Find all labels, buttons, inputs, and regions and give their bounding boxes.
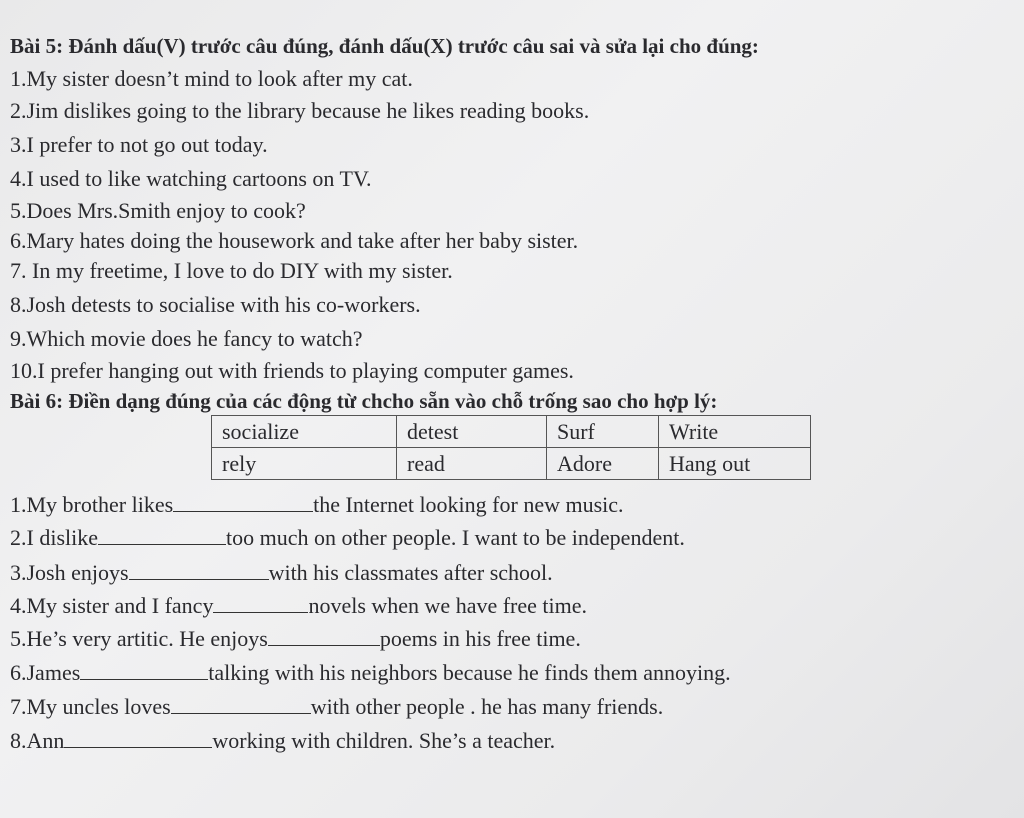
exercise-5-item-8: 8.Josh detests to socialise with his co-workers.	[10, 292, 421, 317]
exercise-6-item-7	[10, 694, 663, 720]
answer-blank[interactable]	[80, 661, 208, 680]
sentence-end: with his classmates after school.	[268, 560, 553, 585]
sentence-start: 3.Josh enjoys	[10, 560, 129, 585]
answer-blank[interactable]	[171, 695, 311, 714]
word-bank-row	[212, 448, 811, 480]
exercise-5-heading: Bài 5: Đánh dấu(V) trước câu đúng, đánh dấu(X) trước câu sai và sửa lại cho đúng:	[10, 34, 759, 58]
word-bank-cell: Adore	[547, 448, 659, 480]
word-bank-cell: read	[397, 448, 547, 480]
word-bank-cell: Hang out	[659, 448, 811, 480]
exercise-6-item-8	[10, 728, 555, 754]
word-bank-cell: detest	[397, 416, 547, 448]
sentence-end: too much on other people. I want to be independent.	[226, 525, 685, 550]
sentence-start: 2.I dislike	[10, 525, 98, 550]
sentence-start: 4.My sister and I fancy	[10, 593, 214, 618]
sentence-start: 1.My brother likes	[10, 492, 174, 517]
word-bank-cell: Surf	[547, 416, 659, 448]
sentence-start: 8.Ann	[10, 728, 65, 753]
sentence-end: poems in his free time.	[379, 626, 581, 651]
exercise-6-item-2	[10, 525, 685, 551]
sentence-end: talking with his neighbors because he finds them annoying.	[208, 660, 731, 685]
exercise-5-item-6: 6.Mary hates doing the housework and take after her baby sister.	[10, 228, 579, 253]
answer-blank[interactable]	[173, 493, 313, 512]
sentence-end: the Internet looking for new music.	[313, 492, 624, 517]
sentence-start: 5.He’s very artitic. He enjoys	[10, 626, 268, 651]
word-bank-table	[211, 415, 811, 480]
sentence-start: 7.My uncles loves	[10, 694, 171, 719]
answer-blank[interactable]	[213, 594, 308, 613]
word-bank-cell: socialize	[212, 416, 397, 448]
word-bank-row	[212, 416, 811, 448]
answer-blank[interactable]	[64, 729, 212, 748]
exercise-5-item-3: 3.I prefer to not go out today.	[10, 132, 268, 157]
exercise-5-item-5: 5.Does Mrs.Smith enjoy to cook?	[10, 198, 306, 223]
exercise-5-item-1: 1.My sister doesn’t mind to look after my cat.	[10, 66, 413, 91]
exercise-6-item-3	[10, 560, 553, 586]
sentence-start: 6.James	[10, 660, 81, 685]
exercise-5-item-7: 7. In my freetime, I love to do DIY with my sister.	[10, 258, 453, 283]
sentence-end: working with children. She’s a teacher.	[212, 728, 556, 753]
exercise-5-item-10: 10.I prefer hanging out with friends to playing computer games.	[10, 358, 574, 383]
exercise-6-item-4	[10, 593, 587, 619]
sentence-end: novels when we have free time.	[308, 593, 588, 618]
word-bank-cell: rely	[212, 448, 397, 480]
exercise-5-item-9: 9.Which movie does he fancy to watch?	[10, 326, 363, 351]
exercise-5-item-4: 4.I used to like watching cartoons on TV.	[10, 166, 372, 191]
exercise-6-item-1	[10, 492, 624, 518]
exercise-5-item-2: 2.Jim dislikes going to the library because he likes reading books.	[10, 98, 590, 123]
sentence-end: with other people . he has many friends.	[310, 694, 664, 719]
answer-blank[interactable]	[268, 627, 380, 646]
exercise-6-heading: Bài 6: Điền dạng đúng của các động từ chcho sẵn vào chỗ trống sao cho hợp lý:	[10, 389, 718, 413]
exercise-6-item-6	[10, 660, 731, 686]
answer-blank[interactable]	[98, 526, 226, 545]
answer-blank[interactable]	[129, 561, 269, 580]
exercise-6-item-5	[10, 626, 581, 652]
word-bank-cell: Write	[659, 416, 811, 448]
